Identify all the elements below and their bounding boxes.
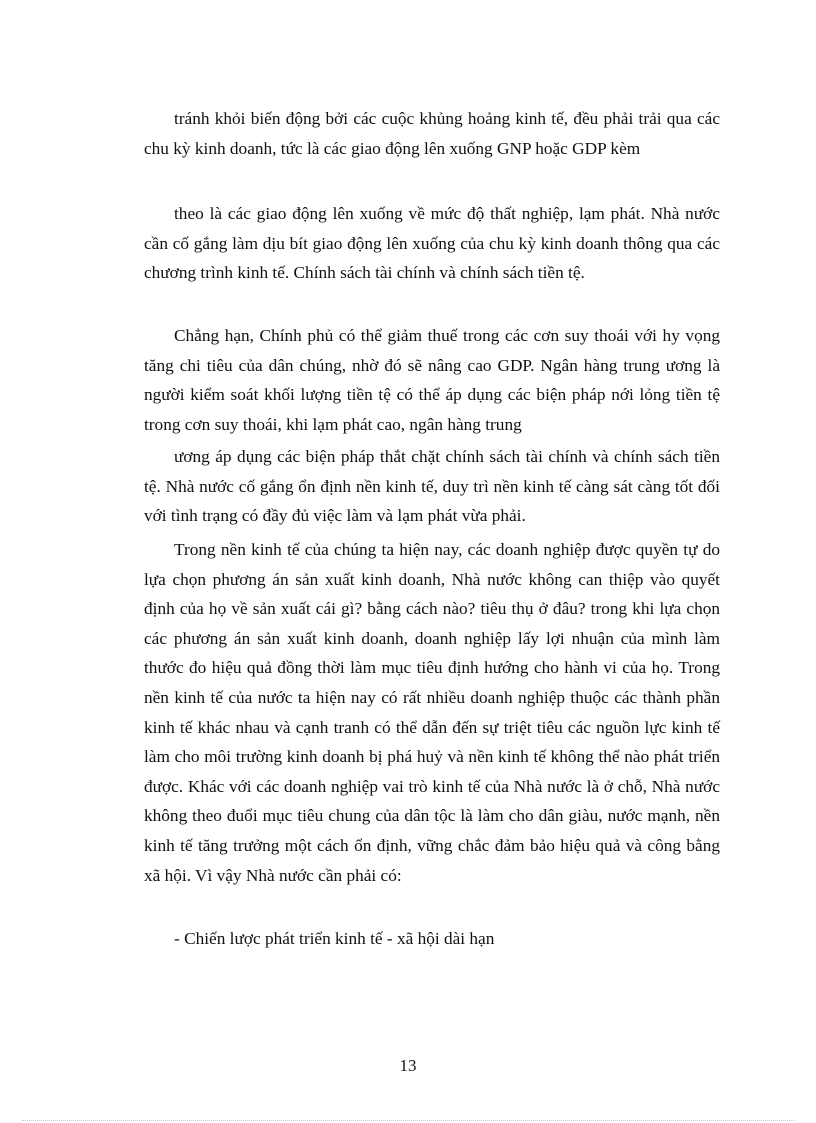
paragraph-text: theo là các giao động lên xuống về mức độ thất nghiệp, lạm phát. Nhà nước cần cố gắng làm dịu bít giao động lên xuống của chu kỳ kinh doanh thông qua các chương trình kinh tế. Chính sách tài chính và chính sách tiền tệ. [144,204,720,283]
paragraph-2 [144,199,720,288]
list-item-text: - Chiến lược phát triển kinh tế - xã hội dài hạn [174,929,495,948]
list-item-strategy [144,924,720,954]
paragraph-1 [144,104,720,163]
paragraph-4 [144,442,720,531]
paragraph-text: Trong nền kinh tế của chúng ta hiện nay, các doanh nghiệp được quyền tự do lựa chọn phương án sản xuất kinh doanh, Nhà nước không can thiệp vào quyết định của họ về sản xuất cái gì? bằng cách nào? tiêu thụ ở đâu? trong khi lựa chọn các phương án sản xuất kinh doanh, doanh nghiệp lấy lợi nhuận của mình làm thước đo hiệu quả đồng thời làm mục tiêu định hướng cho hành vi của họ. Trong nền kinh tế của nước ta hiện nay có rất nhiều doanh nghiệp thuộc các thành phần kinh tế khác nhau và cạnh tranh có thể dẫn đến sự triệt tiêu các nguồn lực kinh tế làm cho môi trường kinh doanh bị phá huỷ và nền kinh tế không thể nào phát triển được. Khác với các doanh nghiệp vai trò kinh tế của Nhà nước là ở chỗ, Nhà nước không theo đuổi mục tiêu chung của dân tộc là làm cho dân giàu, nước mạnh, nền kinh tế tăng trưởng một cách ổn định, vững chắc đảm bảo hiệu quả và công bằng xã hội. Vì vậy Nhà nước cần phải có: [144,540,720,885]
paragraph-text: tránh khỏi biến động bởi các cuộc khủng hoảng kinh tế, đều phải trải qua các chu kỳ kinh doanh, tức là các giao động lên xuống GNP hoặc GDP kèm [144,109,720,158]
paragraph-5 [144,535,720,890]
paragraph-text: Chẳng hạn, Chính phủ có thể giảm thuế trong các cơn suy thoái với hy vọng tăng chi tiêu của dân chúng, nhờ đó sẽ nâng cao GDP. Ngân hàng trung ương là người kiểm soát khối lượng tiền tệ có thể áp dụng các biện pháp nới lỏng tiền tệ trong cơn suy thoái, khi lạm phát cao, ngân hàng trung [144,326,720,434]
paragraph-3 [144,321,720,439]
page-bottom-divider [22,1120,794,1121]
paragraph-text: ương áp dụng các biện pháp thắt chặt chính sách tài chính và chính sách tiền tệ. Nhà nước cố gắng ổn định nền kinh tế, duy trì nền kinh tế càng sát càng tốt đối với tình trạng có đầy đủ việc làm và lạm phát vừa phải. [144,447,720,526]
page-number: 13 [399,1056,417,1075]
